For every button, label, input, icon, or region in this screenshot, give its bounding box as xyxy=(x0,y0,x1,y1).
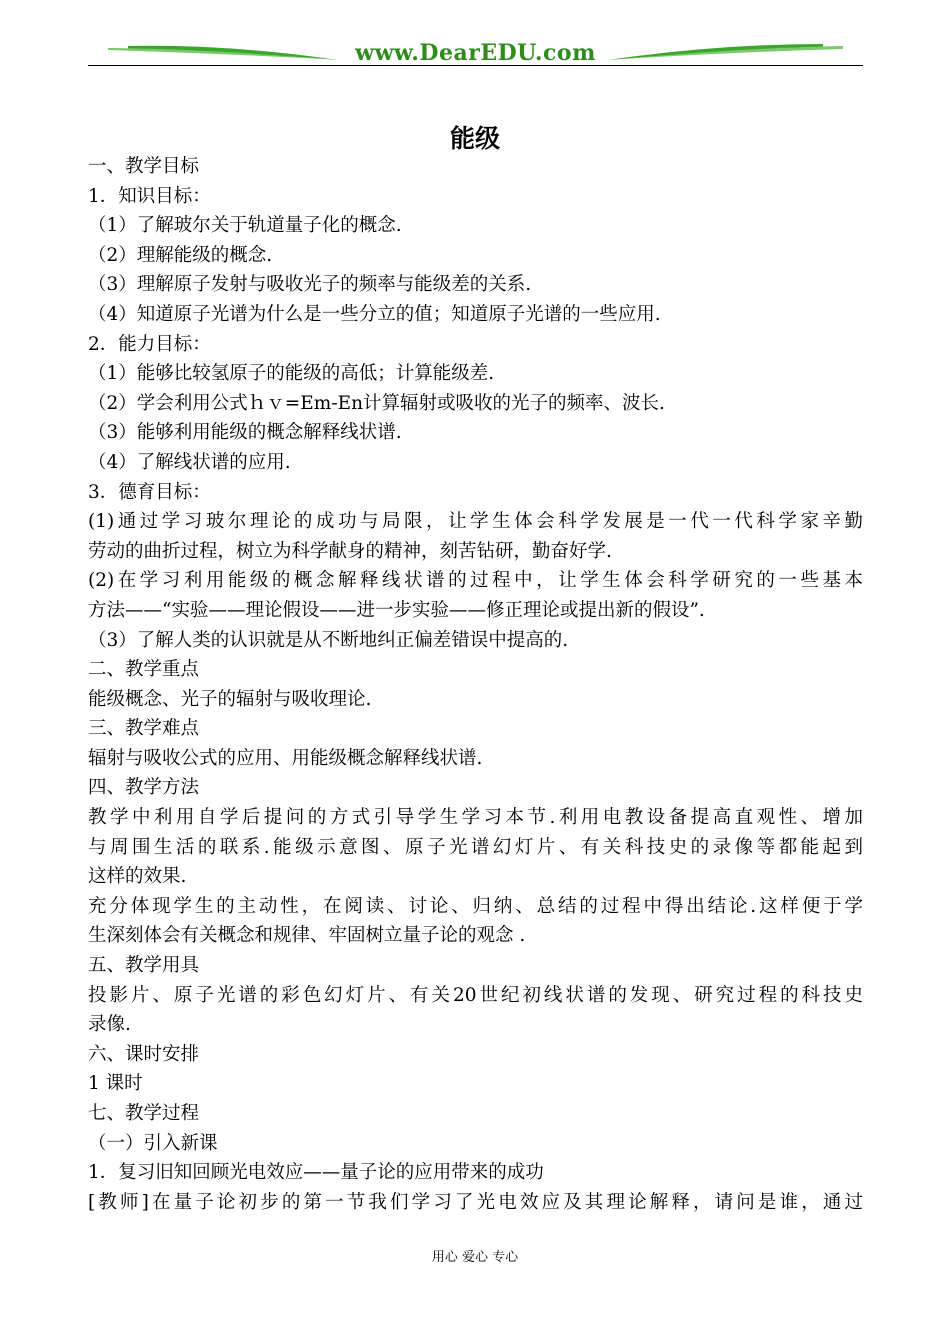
text-line: 教学中利用自学后提问的方式引导学生学习本节.利用电教设备提高直观性、增加 xyxy=(88,807,863,829)
text-line: 与周围生活的联系.能级示意图、原子光谱幻灯片、有关科技史的录像等都能起到 xyxy=(88,836,863,858)
text-line: 1．复习旧知回顾光电效应——量子论的应用带来的成功 xyxy=(88,1162,544,1184)
text-line: 生深刻体会有关概念和规律、牢固树立量子论的观念 . xyxy=(88,925,526,947)
document-body xyxy=(88,152,863,1217)
text-line: （4）了解线状谱的应用. xyxy=(88,451,291,473)
text-line: （3）理解原子发射与吸收光子的频率与能级差的关系. xyxy=(88,274,532,296)
text-line: (1)通过学习玻尔理论的成功与局限，让学生体会科学发展是一代一代科学家辛勤 xyxy=(88,511,863,533)
text-line: 能级概念、光子的辐射与吸收理论. xyxy=(88,688,372,710)
text-line: 这样的效果. xyxy=(88,866,187,888)
text-line: 充分体现学生的主动性，在阅读、讨论、归纳、总结的过程中得出结论.这样便于学 xyxy=(88,895,863,917)
text-line: [教师]在量子论初步的第一节我们学习了光电效应及其理论解释，请问是谁，通过 xyxy=(88,1191,863,1213)
text-line: 方法——“实验——理论假设——进一步实验——修正理论或提出新的假设”. xyxy=(88,599,705,621)
text-line: 六、课时安排 xyxy=(88,1043,200,1065)
text-line: （1）能够比较氢原子的能级的高低；计算能级差. xyxy=(88,363,495,385)
text-line: 二、教学重点 xyxy=(88,659,200,681)
text-line: (2)在学习利用能级的概念解释线状谱的过程中，让学生体会科学研究的一些基本 xyxy=(88,570,863,592)
text-line: （3）了解人类的认识就是从不断地纠正偏差错误中提高的. xyxy=(88,629,569,651)
text-line: 劳动的曲折过程，树立为科学献身的精神，刻苦钻研，勤奋好学. xyxy=(88,540,612,562)
text-line: （一）引入新课 xyxy=(88,1132,218,1154)
site-logo-text: www.DearEDU.com xyxy=(355,40,596,66)
page-title: 能级 xyxy=(449,124,500,153)
text-line: 录像. xyxy=(88,1014,131,1036)
text-line: （2）理解能级的概念. xyxy=(88,244,273,266)
text-line: 1 课时 xyxy=(88,1073,143,1095)
page-header xyxy=(88,38,863,68)
text-line: 3．德育目标： xyxy=(88,481,211,503)
text-line: （3）能够利用能级的概念解释线状谱. xyxy=(88,422,402,444)
text-line: 投影片、原子光谱的彩色幻灯片、有关20世纪初线状谱的发现、研究过程的科技史 xyxy=(88,984,863,1006)
text-line: （1）了解玻尔关于轨道量子化的概念. xyxy=(88,215,402,237)
text-line: （2）学会利用公式ｈｖ=Em-En计算辐射或吸收的光子的频率、波长. xyxy=(88,392,665,414)
text-line: 七、教学过程 xyxy=(88,1103,200,1124)
text-line: （4）知道原子光谱为什么是一些分立的值；知道原子光谱的一些应用. xyxy=(88,303,661,325)
page-footer: 用心 爱心 专心 xyxy=(431,1250,519,1265)
header-rule xyxy=(88,65,863,66)
text-line: 五、教学用具 xyxy=(88,955,200,977)
text-line: 2．能力目标： xyxy=(88,333,211,355)
text-line: 一、教学目标 xyxy=(88,156,200,177)
text-line: 四、教学方法 xyxy=(88,777,200,799)
text-line: 1．知识目标： xyxy=(88,185,211,207)
text-line: 辐射与吸收公式的应用、用能级概念解释线状谱. xyxy=(88,747,483,769)
text-line: 三、教学难点 xyxy=(88,718,200,740)
